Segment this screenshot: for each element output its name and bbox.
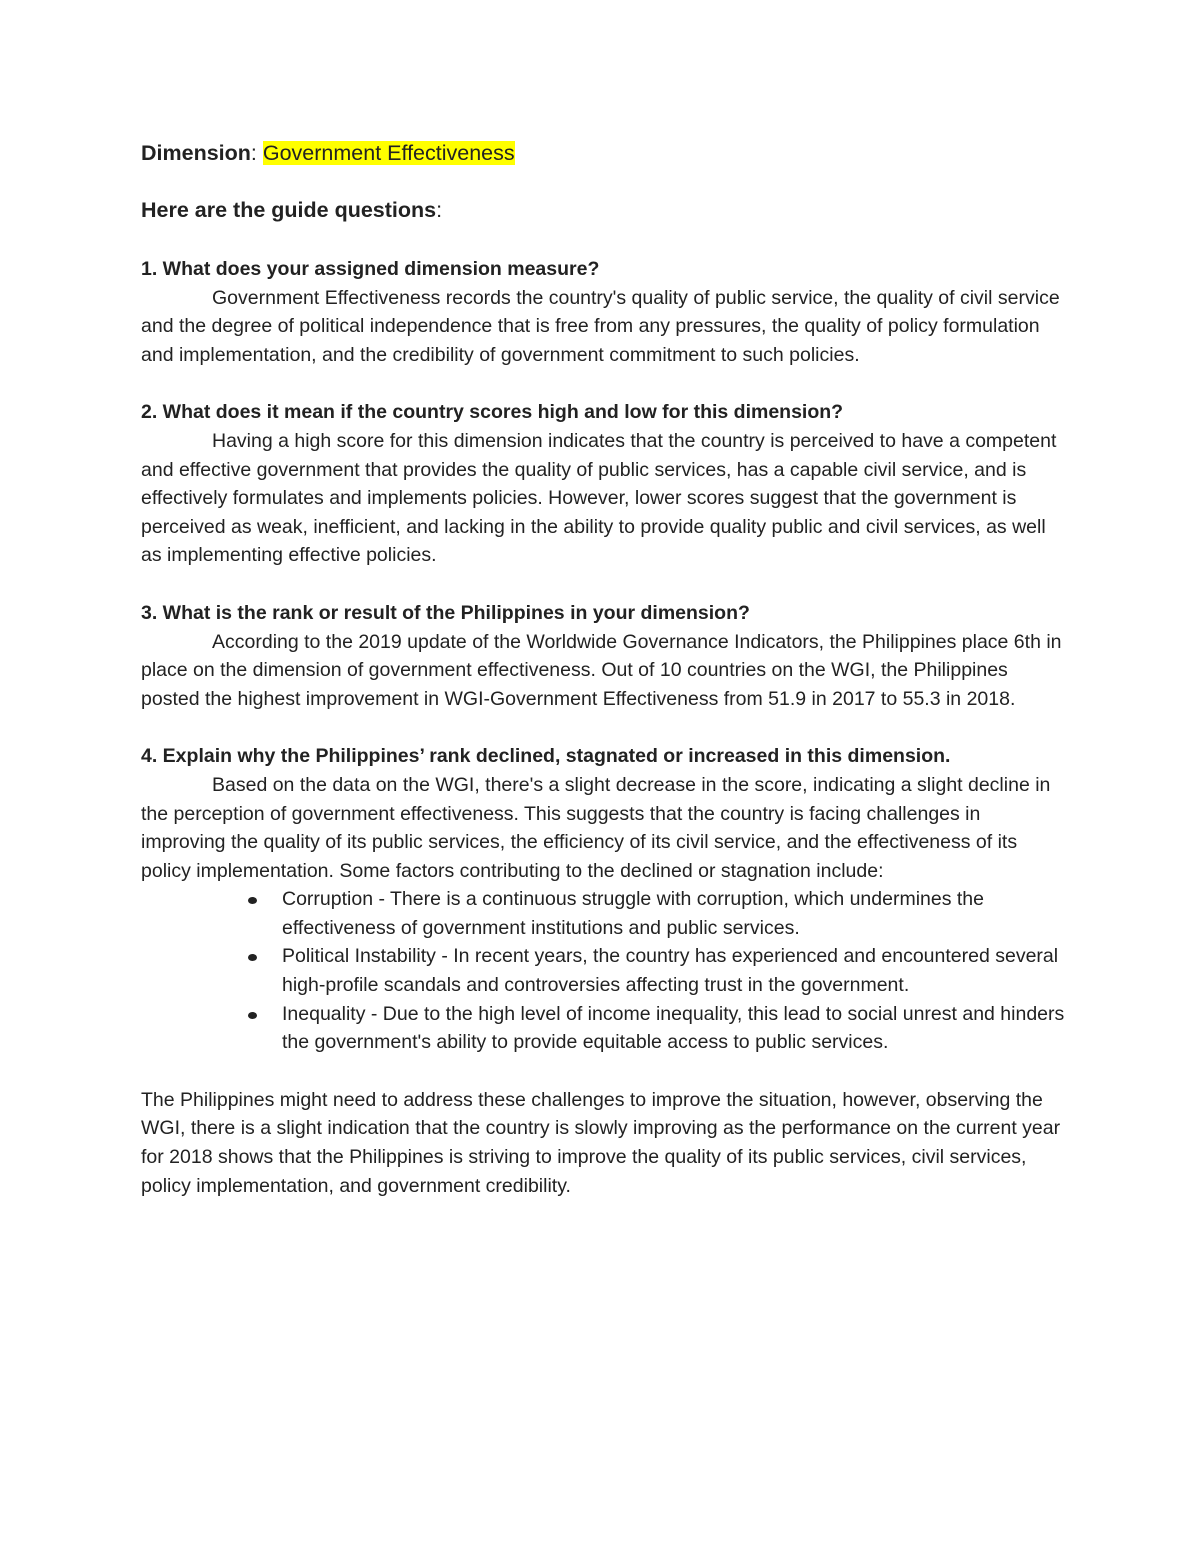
question-2-answer: Having a high score for this dimension indicates that the country is perceived to have a competent and effective government that provides the quality of public services, has a capable civil service, and is effectively formulates and implements policies. However, lower scores suggest that the government is perceived as weak, inefficient, and lacking in the ability to provide quality public and civil services, as well as implementing effective policies. — [141, 429, 1057, 567]
question-4-answer: Based on the data on the WGI, there's a slight decrease in the score, indicating a slight decline in the perception of government effectiveness. This suggests that the country is facing challenges in improving the quality of its public services, the efficiency of its civil service, and the effectiveness of its policy implementation. Some factors contributing to the declined or stagnation include: — [141, 773, 1051, 882]
guide-heading — [141, 195, 1066, 225]
closing-paragraph: The Philippines might need to address these challenges to improve the situation, however, observing the WGI, there is a slight indication that the country is slowly improving as the performance on the current year for 2018 shows that the Philippines is striving to improve the quality of its public services, civil services, policy implementation, and government credibility. — [141, 1088, 1061, 1197]
question-1 — [141, 255, 1066, 369]
dimension-separator: : — [250, 141, 257, 165]
dimension-label: Dimension — [141, 141, 251, 165]
question-3 — [141, 599, 1066, 713]
question-2-title: 2. What does it mean if the country scores high and low for this dimension? — [141, 401, 844, 424]
guide-separator: : — [436, 198, 443, 222]
bullet-icon — [248, 954, 257, 961]
guide-label: Here are the guide questions — [141, 198, 437, 222]
dimension-value: Government Effectiveness — [262, 141, 515, 165]
question-1-answer: Government Effectiveness records the country's quality of public service, the quality of civil service and the degree of political independence that is free from any pressures, the quality of policy formulation and implementation, and the credibility of government commitment to such policies. — [141, 286, 1060, 366]
factors-list — [141, 885, 1066, 1057]
bullet-icon — [248, 897, 257, 904]
factor-political-instability: Political Instability - In recent years, the country has experienced and encountered several high-profile scandals and controversies affecting trust in the government. — [282, 945, 1059, 997]
dimension-heading — [141, 138, 1066, 168]
question-3-title: 3. What is the rank or result of the Philippines in your dimension? — [141, 601, 750, 624]
question-4-title: 4. Explain why the Philippines’ rank declined, stagnated or increased in this dimension. — [141, 745, 951, 768]
question-1-title: 1. What does your assigned dimension measure? — [141, 258, 600, 280]
list-item — [282, 942, 1066, 999]
list-item — [282, 1000, 1066, 1057]
list-item — [282, 885, 1066, 942]
bullet-icon — [248, 1012, 257, 1019]
question-4 — [141, 742, 1066, 1057]
factor-corruption: Corruption - There is a continuous struggle with corruption, which undermines the effectiveness of government institutions and public services. — [282, 888, 984, 939]
question-3-answer: According to the 2019 update of the Worldwide Governance Indicators, the Philippines place 6th in place on the dimension of government effectiveness. Out of 10 countries on the WGI, the Philippines posted the highest improvement in WGI-Government Effectiveness from 51.9 in 2017 to 55.3 in 2018. — [141, 630, 1062, 710]
factor-inequality: Inequality - Due to the high level of income inequality, this lead to social unrest and hinders the government's ability to provide equitable access to public services. — [282, 1002, 1065, 1054]
document-page — [141, 138, 1066, 1200]
question-2 — [141, 398, 1066, 570]
